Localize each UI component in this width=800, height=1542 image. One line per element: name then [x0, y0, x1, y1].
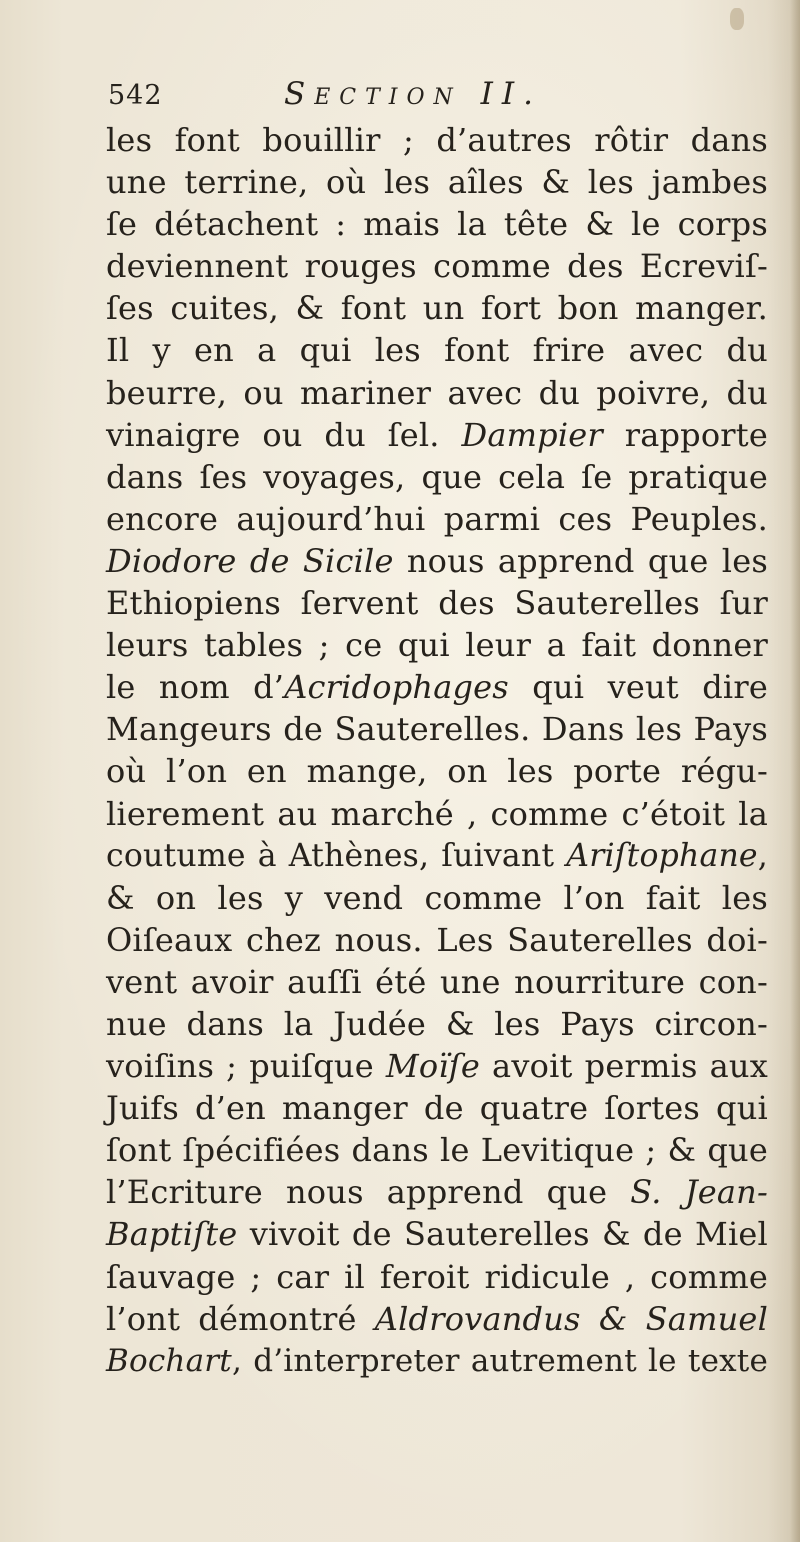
italic-name: Acridophages — [284, 668, 509, 707]
text-line — [106, 1340, 768, 1382]
text-line — [106, 1045, 768, 1087]
italic-name: S. Jean- — [630, 1173, 768, 1212]
page-number: 542 — [108, 80, 163, 111]
italic-name: Dampier — [461, 415, 603, 454]
text-line: Il y en a qui les font frire avec du — [106, 331, 768, 370]
text-line: nue dans la Judée & les Pays circon- — [106, 1004, 768, 1043]
page-header — [108, 72, 768, 122]
text-segment: voiſins ; puiſque — [106, 1047, 386, 1086]
text-segment: qui veut dire — [508, 668, 768, 707]
text-line: ſauvage ; car il feroit ridicule , comme — [106, 1257, 768, 1296]
text-line: encore aujourd’hui parmi ces Peuples. — [106, 499, 768, 538]
text-segment: avoit permis aux — [479, 1047, 768, 1086]
text-segment: vivoit de Sauterelles & de Miel — [237, 1215, 768, 1254]
text-line: ſont ſpécifiées dans le Levitique ; & que — [106, 1131, 768, 1170]
text-line — [106, 540, 768, 582]
text-line: vent avoir auſſi été une nourriture con- — [106, 962, 768, 1001]
italic-name: Aldrovandus & Samuel — [374, 1299, 768, 1338]
text-line — [106, 1213, 768, 1255]
text-line — [106, 414, 768, 456]
text-segment: coutume à Athènes, ſuivant — [106, 837, 567, 874]
italic-name: Ariſtophane — [566, 837, 758, 874]
text-line: ſe détachent : mais la tête & le corps — [106, 205, 768, 244]
text-segment: vinaigre ou du ſel. — [106, 415, 462, 454]
text-line: Mangeurs de Sauterelles. Dans les Pays — [106, 710, 768, 749]
text-line: Oiſeaux chez nous. Les Sauterelles doi- — [106, 920, 768, 959]
text-line — [106, 666, 768, 708]
text-line: dans ſes voyages, que cela ſe pratique — [106, 457, 768, 496]
text-line — [106, 1298, 768, 1340]
text-line — [106, 1171, 768, 1213]
italic-name: Baptiſte — [106, 1215, 238, 1254]
text-segment: rapporte — [602, 415, 768, 454]
body-text — [106, 119, 768, 1382]
text-line: les font bouillir ; d’autres rôtir dans — [106, 121, 768, 159]
text-segment: le nom d’ — [106, 668, 285, 707]
text-line: Juifs d’en manger de quatre ſortes qui — [106, 1089, 768, 1128]
text-line: beurre, ou mariner avec du poivre, du — [106, 373, 768, 412]
running-head: Section II. — [284, 76, 542, 112]
page-edge-shadow — [790, 0, 800, 1542]
text-line: ſes cuites, & font un fort bon manger. — [106, 289, 768, 328]
text-segment: l’Ecriture nous apprend que — [106, 1173, 631, 1212]
italic-name: Diodore de Sicile — [106, 541, 394, 580]
text-segment: , — [757, 837, 768, 874]
text-line — [106, 835, 768, 877]
italic-name: Bochart — [106, 1342, 232, 1379]
text-line: Ethiopiens ſervent des Sauterelles ſur — [106, 584, 768, 623]
text-line: & on les y vend comme l’on fait les — [106, 878, 768, 917]
text-segment: nous apprend que les — [393, 541, 768, 580]
paper-stain — [730, 8, 744, 30]
text-segment: , d’interpreter autrement le texte — [231, 1342, 768, 1379]
text-line: leurs tables ; ce qui leur a fait donner — [106, 626, 768, 665]
text-segment: l’ont démontré — [106, 1299, 375, 1338]
text-line: deviennent rouges comme des Ecreviſ- — [106, 247, 768, 286]
text-line: où l’on en mange, on les porte régu- — [106, 752, 768, 791]
italic-name: Moïſe — [385, 1047, 480, 1086]
text-line: lierement au marché , comme c’étoit la — [106, 794, 768, 833]
text-line: une terrine, où les aîles & les jambes — [106, 163, 768, 202]
